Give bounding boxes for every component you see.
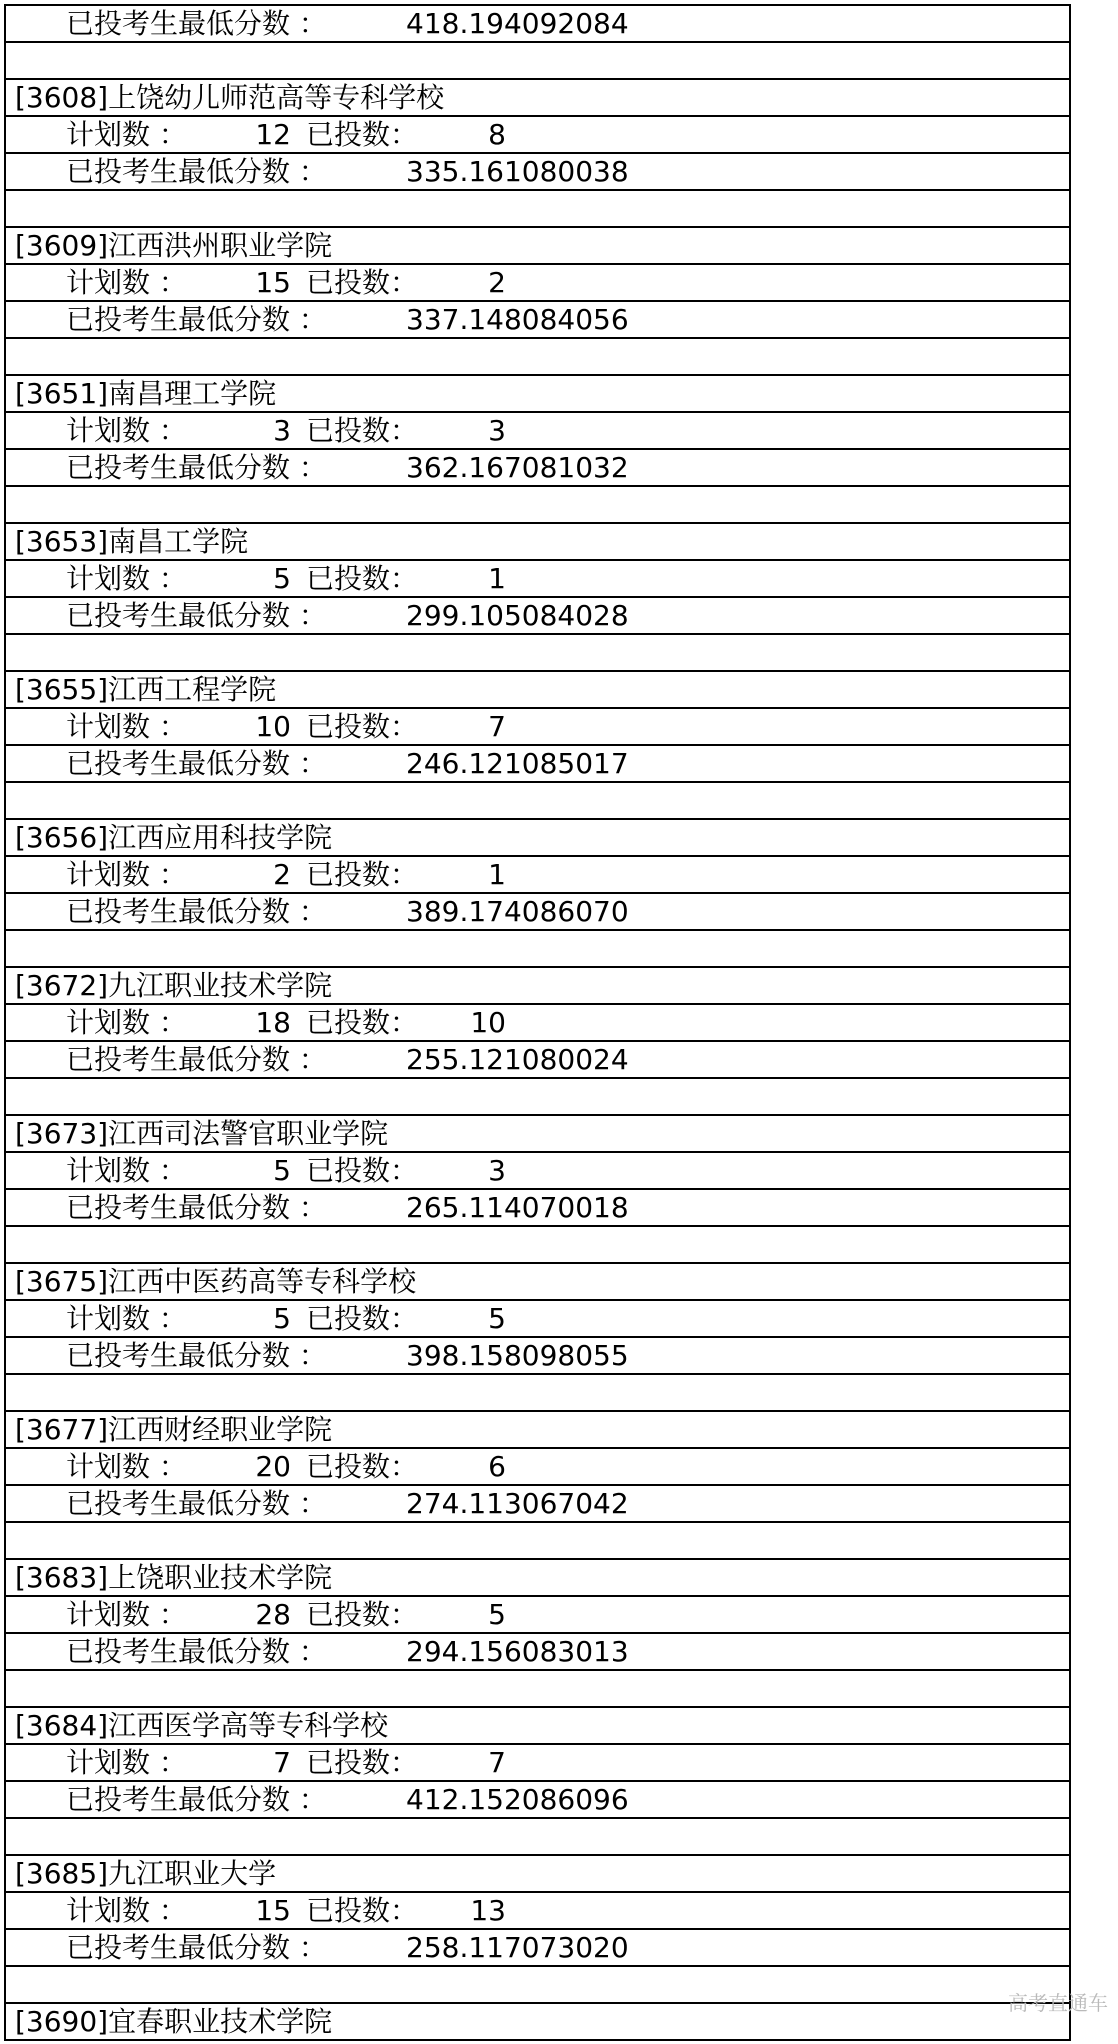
plan-row [4,1153,1071,1190]
spacer-row [4,1079,1071,1116]
spacer-row [4,1375,1071,1412]
min-score-label: 已投考生最低分数 ： [66,1487,327,1520]
min-score-label: 已投考生最低分数 ： [66,451,327,484]
spacer-row [4,487,1071,524]
min-score-label: 已投考生最低分数 ： [66,1191,327,1224]
min-score-value: 418.194092084 [406,7,629,40]
cast-value: 3 [488,1154,506,1187]
min-score-label: 已投考生最低分数 ： [66,1783,327,1816]
cast-value: 5 [488,1598,506,1631]
spacer-row [4,1819,1071,1856]
score-row [4,1338,1071,1375]
score-row [4,1782,1071,1819]
plan-label: 计划数 ： [66,1450,187,1483]
min-score-value: 274.113067042 [406,1487,629,1520]
spacer-row [4,635,1071,672]
plan-label: 计划数 ： [66,1302,187,1335]
min-score-label: 已投考生最低分数 ： [66,599,327,632]
plan-label: 计划数 ： [66,118,187,151]
school-title-row: [3684]江西医学高等专科学校 [4,1708,1071,1745]
score-row [4,1190,1071,1227]
plan-label: 计划数 ： [66,1598,187,1631]
plan-value: 10 [255,710,291,743]
spacer-row [4,339,1071,376]
spacer-row [4,1227,1071,1264]
school-title-row: [3653]南昌工学院 [4,524,1071,561]
school-title-row: [3608]上饶幼儿师范高等专科学校 [4,80,1071,117]
min-score-value: 337.148084056 [406,303,629,336]
plan-value: 28 [255,1598,291,1631]
plan-value: 18 [255,1006,291,1039]
school-title-row: [3651]南昌理工学院 [4,376,1071,413]
score-row [4,746,1071,783]
school-title-row: [3655]江西工程学院 [4,672,1071,709]
plan-row [4,117,1071,154]
cast-label: 已投数： [306,710,419,743]
score-row [4,1930,1071,1967]
cast-label: 已投数： [306,414,419,447]
min-score-label: 已投考生最低分数 ： [66,1931,327,1964]
plan-label: 计划数 ： [66,1894,187,1927]
plan-row [4,561,1071,598]
school-title-row: [3685]九江职业大学 [4,1856,1071,1893]
plan-value: 5 [273,562,291,595]
score-row-top [4,6,1071,43]
min-score-label: 已投考生最低分数 ： [66,7,327,40]
min-score-label: 已投考生最低分数 ： [66,1339,327,1372]
plan-value: 15 [255,1894,291,1927]
cast-label: 已投数： [306,562,419,595]
min-score-label: 已投考生最低分数 ： [66,747,327,780]
cast-label: 已投数： [306,1450,419,1483]
min-score-value: 398.158098055 [406,1339,629,1372]
school-title-row: [3609]江西洪州职业学院 [4,228,1071,265]
plan-row [4,709,1071,746]
spacer-row [4,931,1071,968]
score-row [4,1042,1071,1079]
min-score-value: 258.117073020 [406,1931,629,1964]
plan-value: 3 [273,414,291,447]
plan-label: 计划数 ： [66,266,187,299]
plan-row [4,1005,1071,1042]
min-score-value: 265.114070018 [406,1191,629,1224]
plan-value: 7 [273,1746,291,1779]
plan-label: 计划数 ： [66,1154,187,1187]
score-row [4,154,1071,191]
cast-label: 已投数： [306,266,419,299]
score-row [4,450,1071,487]
plan-label: 计划数 ： [66,1746,187,1779]
school-title-row: [3690]宜春职业技术学院 [4,2004,1071,2041]
cast-value: 2 [488,266,506,299]
score-table [4,4,1071,2041]
plan-label: 计划数 ： [66,414,187,447]
cast-value: 7 [488,710,506,743]
plan-value: 20 [255,1450,291,1483]
spacer-row [4,191,1071,228]
cast-value: 8 [488,118,506,151]
plan-value: 5 [273,1302,291,1335]
score-row [4,1634,1071,1671]
school-title-row: [3672]九江职业技术学院 [4,968,1071,1005]
min-score-label: 已投考生最低分数 ： [66,303,327,336]
plan-row [4,1893,1071,1930]
cast-value: 3 [488,414,506,447]
plan-value: 5 [273,1154,291,1187]
plan-row [4,1745,1071,1782]
cast-value: 13 [470,1894,506,1927]
plan-row [4,857,1071,894]
school-title-row: [3683]上饶职业技术学院 [4,1560,1071,1597]
score-row [4,894,1071,931]
spacer-row [4,1671,1071,1708]
score-row [4,1486,1071,1523]
cast-label: 已投数： [306,1154,419,1187]
plan-row [4,265,1071,302]
school-title-row: [3656]江西应用科技学院 [4,820,1071,857]
plan-label: 计划数 ： [66,710,187,743]
min-score-label: 已投考生最低分数 ： [66,1635,327,1668]
plan-label: 计划数 ： [66,1006,187,1039]
spacer-row [4,1523,1071,1560]
min-score-value: 412.152086096 [406,1783,629,1816]
plan-row [4,1597,1071,1634]
plan-label: 计划数 ： [66,858,187,891]
school-list [4,43,1071,1967]
score-row [4,302,1071,339]
cast-label: 已投数： [306,858,419,891]
min-score-value: 362.167081032 [406,451,629,484]
plan-label: 计划数 ： [66,562,187,595]
min-score-value: 246.121085017 [406,747,629,780]
cast-value: 1 [488,858,506,891]
min-score-value: 335.161080038 [406,155,629,188]
plan-row [4,1301,1071,1338]
plan-value: 12 [255,118,291,151]
cast-label: 已投数： [306,1006,419,1039]
cast-label: 已投数： [306,1894,419,1927]
cast-value: 7 [488,1746,506,1779]
spacer-row [4,43,1071,80]
cast-label: 已投数： [306,1598,419,1631]
school-title-row: [3677]江西财经职业学院 [4,1412,1071,1449]
plan-value: 2 [273,858,291,891]
plan-row [4,1449,1071,1486]
min-score-value: 294.156083013 [406,1635,629,1668]
cast-label: 已投数： [306,1746,419,1779]
spacer-row [4,1967,1071,2004]
cast-value: 1 [488,562,506,595]
plan-value: 15 [255,266,291,299]
min-score-label: 已投考生最低分数 ： [66,895,327,928]
score-row [4,598,1071,635]
min-score-value: 255.121080024 [406,1043,629,1076]
cast-value: 5 [488,1302,506,1335]
school-title-row: [3675]江西中医药高等专科学校 [4,1264,1071,1301]
min-score-value: 299.105084028 [406,599,629,632]
min-score-label: 已投考生最低分数 ： [66,155,327,188]
plan-row [4,413,1071,450]
cast-label: 已投数： [306,1302,419,1335]
cast-label: 已投数： [306,118,419,151]
watermark-text: 高考直通车 [1008,1991,1108,2015]
spacer-row [4,783,1071,820]
min-score-label: 已投考生最低分数 ： [66,1043,327,1076]
cast-value: 6 [488,1450,506,1483]
school-title-row: [3673]江西司法警官职业学院 [4,1116,1071,1153]
cast-value: 10 [470,1006,506,1039]
min-score-value: 389.174086070 [406,895,629,928]
